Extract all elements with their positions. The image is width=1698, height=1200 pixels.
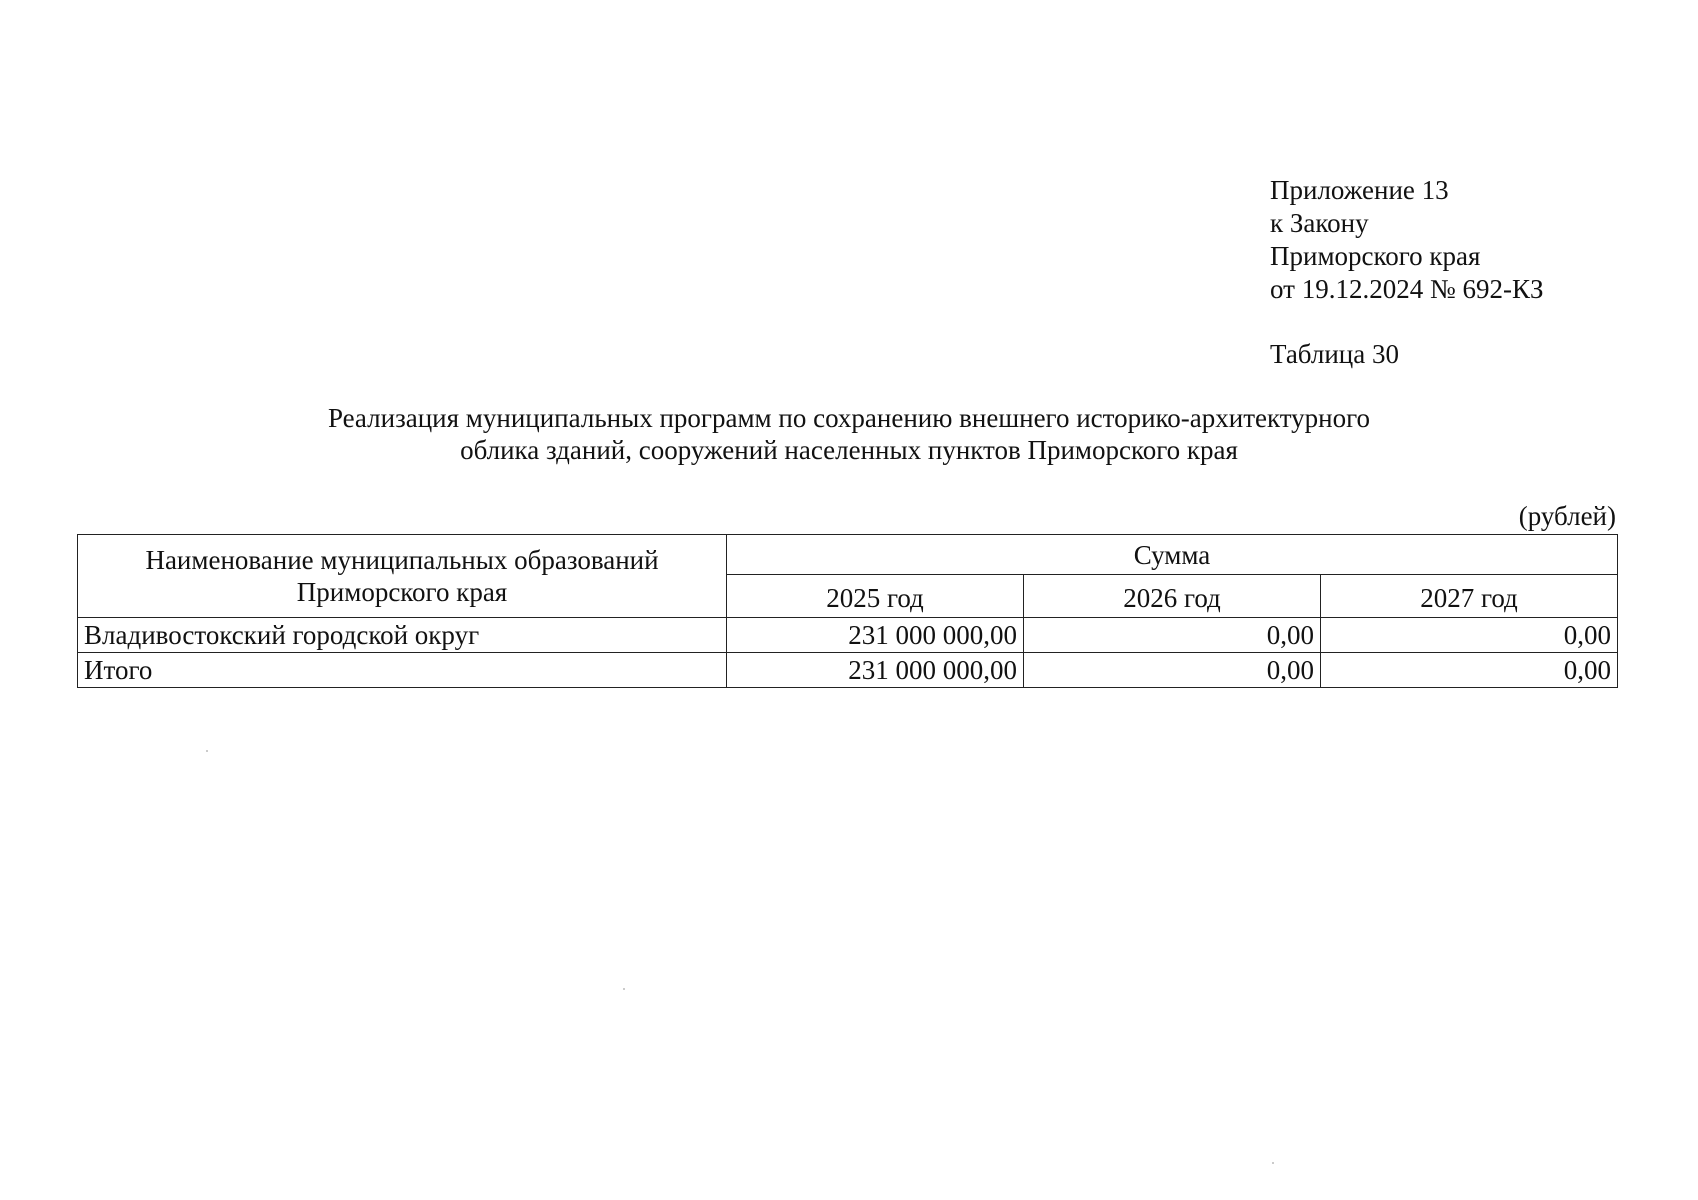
title-line: Реализация муниципальных программ по сохранению внешнего историко-архитектурного — [327, 403, 1371, 433]
header-name-line: Приморского края — [296, 577, 508, 607]
appendix-line: Приморского края — [1270, 241, 1481, 271]
table-row — [78, 618, 1618, 653]
header-year-2026: 2026 год — [1024, 575, 1321, 618]
header-year-2027: 2027 год — [1321, 575, 1618, 618]
scan-speck — [1272, 1162, 1274, 1164]
appendix-reference — [1270, 174, 1543, 306]
budget-table — [77, 534, 1618, 688]
table-header-row — [78, 535, 1618, 575]
appendix-line: от 19.12.2024 № 692-КЗ — [1270, 274, 1544, 304]
appendix-line: к Закону — [1270, 208, 1369, 238]
header-name-line: Наименование муниципальных образований — [145, 545, 659, 575]
table-number: Таблица 30 — [1270, 339, 1399, 369]
total-name-cell: Итого — [78, 653, 727, 688]
total-value-2025: 231 000 000,00 — [727, 653, 1024, 688]
scan-speck — [206, 750, 208, 752]
header-name-cell — [78, 535, 727, 618]
row-name-cell: Владивостокский городской округ — [78, 618, 727, 653]
header-sum-cell: Сумма — [727, 535, 1618, 575]
total-value-2026: 0,00 — [1024, 653, 1321, 688]
title-line: облика зданий, сооружений населенных пунктов Приморского края — [460, 435, 1238, 465]
row-value-2027: 0,00 — [1321, 618, 1618, 653]
scan-speck — [623, 988, 625, 990]
total-value-2027: 0,00 — [1321, 653, 1618, 688]
table-total-row — [78, 653, 1618, 688]
document-title — [0, 402, 1698, 466]
row-value-2025: 231 000 000,00 — [727, 618, 1024, 653]
units-label: (рублей) — [1518, 501, 1616, 531]
header-year-2025: 2025 год — [727, 575, 1024, 618]
row-value-2026: 0,00 — [1024, 618, 1321, 653]
appendix-line: Приложение 13 — [1270, 175, 1449, 205]
